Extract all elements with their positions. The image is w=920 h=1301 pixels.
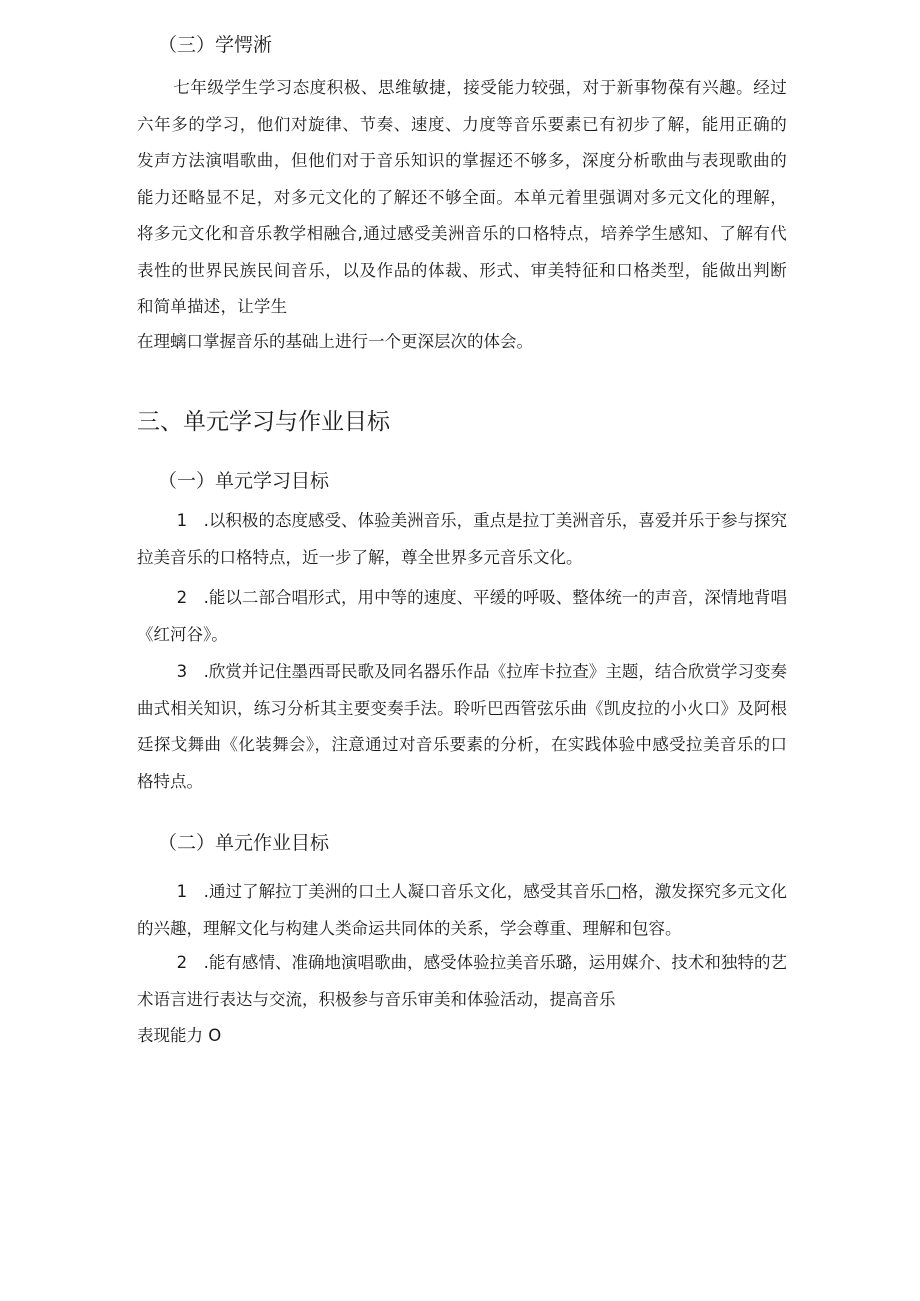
subsection-title-learner-analysis: （三）学愕淅 <box>158 34 273 56</box>
learning-goal-item-3: 3 .欣赏并记住墨西哥民歌及同名器乐作品《拉库卡拉查》主题，结合欣赏学习变奏曲式相关知识，练习分析其主要变奏手法。聆听巴西管弦乐曲《凯皮拉的小火口》及阿根廷探戈舞曲《化装舞会》，注意通过对音乐要素的分析，在实践体验中感受拉美音乐的口格特点。 <box>137 662 787 791</box>
learner-analysis-continuation: 在理螭口掌握音乐的基础上进行一个更深层次的体会。 <box>137 332 533 351</box>
subsection-title-learning-goals: （一）单元学习目标 <box>158 470 330 492</box>
subsection-title-homework-goals: （二）单元作业目标 <box>158 832 330 854</box>
learning-goal-item-2: 2 .能以二部合唱形式，用中等的速度、平缓的呼吸、整体统一的声音，深情地背唱《红河谷》。 <box>137 588 787 644</box>
section-title-unit-goals: 三、单元学习与作业目标 <box>137 409 390 435</box>
learner-analysis-paragraph: 七年级学生学习态度积极、思维敏捷，接受能力较强，对于新事物葆有兴趣。经过六年多的学习，他们对旋律、节奏、速度、力度等音乐要素已有初步了解，能用正确的发声方法演唱歌曲，但他们对于音乐知识的掌握还不够多，深度分析歌曲与表现歌曲的能力还略显不足，对多元文化的了解还不够全面。本单元着里强调对多元文化的理解，将多元文化和音乐教学相融合,通过感受美洲音乐的口格特点，培养学生感知、了解有代表性的世界民族民间音乐，以及作品的体裁、形式、审美特征和口格类型，能做出判断和简单描述，让学生 <box>137 78 787 316</box>
homework-goal-item-1: 1 .通过了解拉丁美洲的口土人凝口音乐文化，感受其音乐□格，激发探究多元文化的兴趣，理解文化与构建人类命运共同体的关系，学会尊重、理解和包容。 <box>137 882 787 938</box>
homework-goal-continuation: 表现能力 O <box>137 1026 222 1045</box>
homework-goal-item-2: 2 .能有感情、准确地演唱歌曲，感受体验拉美音乐璐，运用媒介、技术和独特的艺术语言进行表达与交流，积极参与音乐审美和体验活动，提高音乐 <box>137 953 787 1009</box>
learning-goal-item-1: 1 .以积极的态度感受、体验美洲音乐，重点是拉丁美洲音乐，喜爱并乐于参与探究拉美音乐的口格特点，近一步了解，尊全世界多元音乐文化。 <box>137 511 787 567</box>
